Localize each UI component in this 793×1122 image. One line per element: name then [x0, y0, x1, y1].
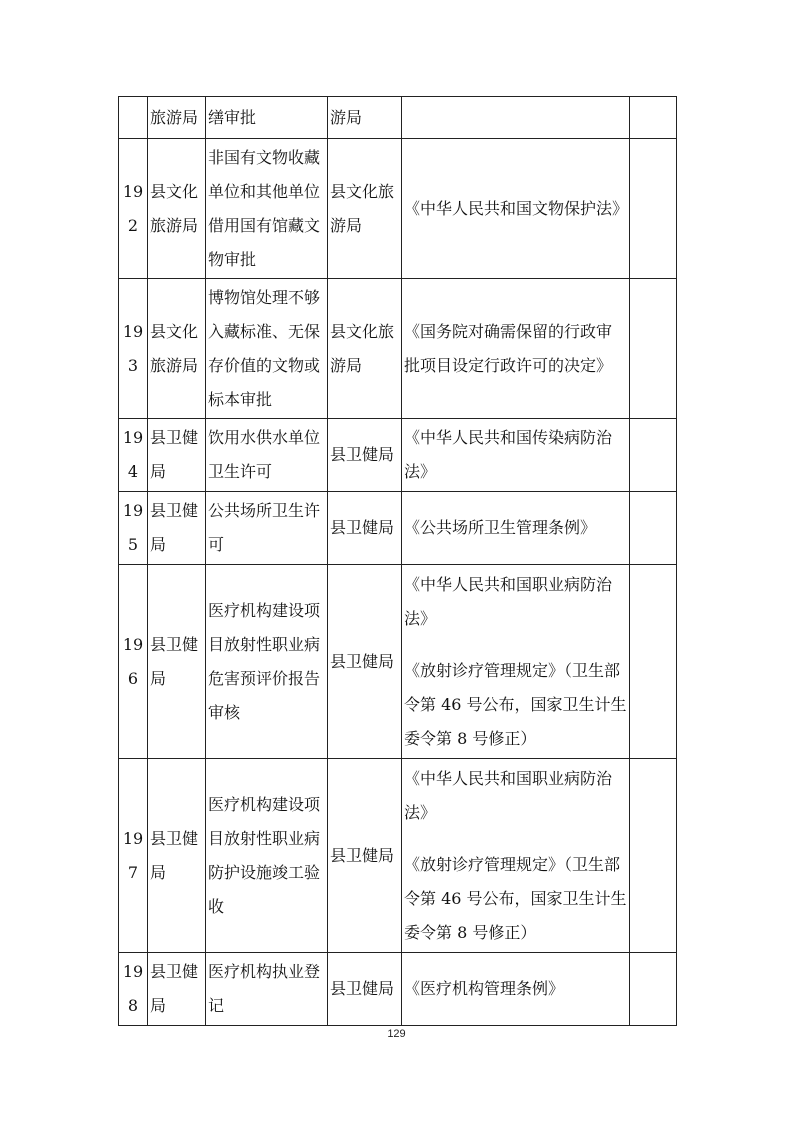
legal-basis-cell	[402, 565, 630, 759]
item-name-cell: 医疗机构建设项目放射性职业病危害预评价报告审核	[206, 565, 328, 759]
row-number: 192	[119, 139, 148, 279]
legal-basis-cell	[402, 953, 630, 1026]
table-row	[119, 97, 677, 139]
department-cell: 县卫健局	[328, 492, 402, 565]
legal-basis-text: 《中华人民共和国传染病防治法》	[404, 428, 613, 481]
remark-cell	[630, 419, 677, 492]
authority-cell: 县文化旅游局	[148, 279, 206, 419]
row-number: 195	[119, 492, 148, 565]
department-cell: 游局	[328, 97, 402, 139]
item-name-cell: 非国有文物收藏单位和其他单位借用国有馆藏文物审批	[206, 139, 328, 279]
remark-cell	[630, 139, 677, 279]
department-cell: 县文化旅游局	[328, 139, 402, 279]
authority-cell: 旅游局	[148, 97, 206, 139]
item-name-cell: 医疗机构建设项目放射性职业病防护设施竣工验收	[206, 759, 328, 953]
department-cell: 县卫健局	[328, 565, 402, 759]
legal-basis-cell	[402, 419, 630, 492]
remark-cell	[630, 759, 677, 953]
paragraph-gap	[404, 830, 627, 848]
department-cell: 县卫健局	[328, 419, 402, 492]
authority-cell: 县卫健局	[148, 759, 206, 953]
legal-basis-cell	[402, 492, 630, 565]
table-row	[119, 953, 677, 1026]
item-name-cell: 医疗机构执业登记	[206, 953, 328, 1026]
row-number: 197	[119, 759, 148, 953]
authority-cell: 县卫健局	[148, 953, 206, 1026]
legal-basis-cell	[402, 759, 630, 953]
row-number: 198	[119, 953, 148, 1026]
legal-basis-text: 《放射诊疗管理规定》（卫生部令第 46 号公布，国家卫生计生委令第 8 号修正）	[404, 854, 627, 942]
department-cell: 县卫健局	[328, 759, 402, 953]
item-name-cell: 公共场所卫生许可	[206, 492, 328, 565]
table-row	[119, 139, 677, 279]
department-cell: 县文化旅游局	[328, 279, 402, 419]
authority-cell: 县卫健局	[148, 565, 206, 759]
department-cell: 县卫健局	[328, 953, 402, 1026]
remark-cell	[630, 953, 677, 1026]
legal-basis-text: 《中华人民共和国职业病防治法》	[404, 574, 613, 628]
row-number: 196	[119, 565, 148, 759]
row-number: 194	[119, 419, 148, 492]
row-number	[119, 97, 148, 139]
legal-basis-text: 《医疗机构管理条例》	[404, 979, 565, 998]
paragraph-gap	[404, 636, 627, 654]
legal-basis-cell	[402, 139, 630, 279]
authority-cell: 县文化旅游局	[148, 139, 206, 279]
authority-cell: 县卫健局	[148, 419, 206, 492]
table-row	[119, 419, 677, 492]
remark-cell	[630, 492, 677, 565]
item-name-cell: 饮用水供水单位卫生许可	[206, 419, 328, 492]
legal-basis-text: 《放射诊疗管理规定》（卫生部令第 46 号公布，国家卫生计生委令第 8 号修正）	[404, 660, 627, 748]
legal-basis-cell	[402, 97, 630, 139]
legal-basis-text: 《国务院对确需保留的行政审批项目设定行政许可的决定》	[404, 321, 613, 375]
item-name-cell: 缮审批	[206, 97, 328, 139]
approval-items-table	[118, 96, 677, 1026]
table-row	[119, 565, 677, 759]
legal-basis-text: 《中华人民共和国职业病防治法》	[404, 768, 613, 822]
remark-cell	[630, 279, 677, 419]
table-row	[119, 279, 677, 419]
remark-cell	[630, 565, 677, 759]
legal-basis-text: 《公共场所卫生管理条例》	[404, 518, 597, 537]
remark-cell	[630, 97, 677, 139]
page-number: 129	[387, 1028, 406, 1040]
table-row	[119, 492, 677, 565]
row-number: 193	[119, 279, 148, 419]
item-name-cell: 博物馆处理不够入藏标准、无保存价值的文物或标本审批	[206, 279, 328, 419]
authority-cell: 县卫健局	[148, 492, 206, 565]
legal-basis-text: 《中华人民共和国文物保护法》	[404, 198, 629, 218]
table-row	[119, 759, 677, 953]
legal-basis-cell	[402, 279, 630, 419]
